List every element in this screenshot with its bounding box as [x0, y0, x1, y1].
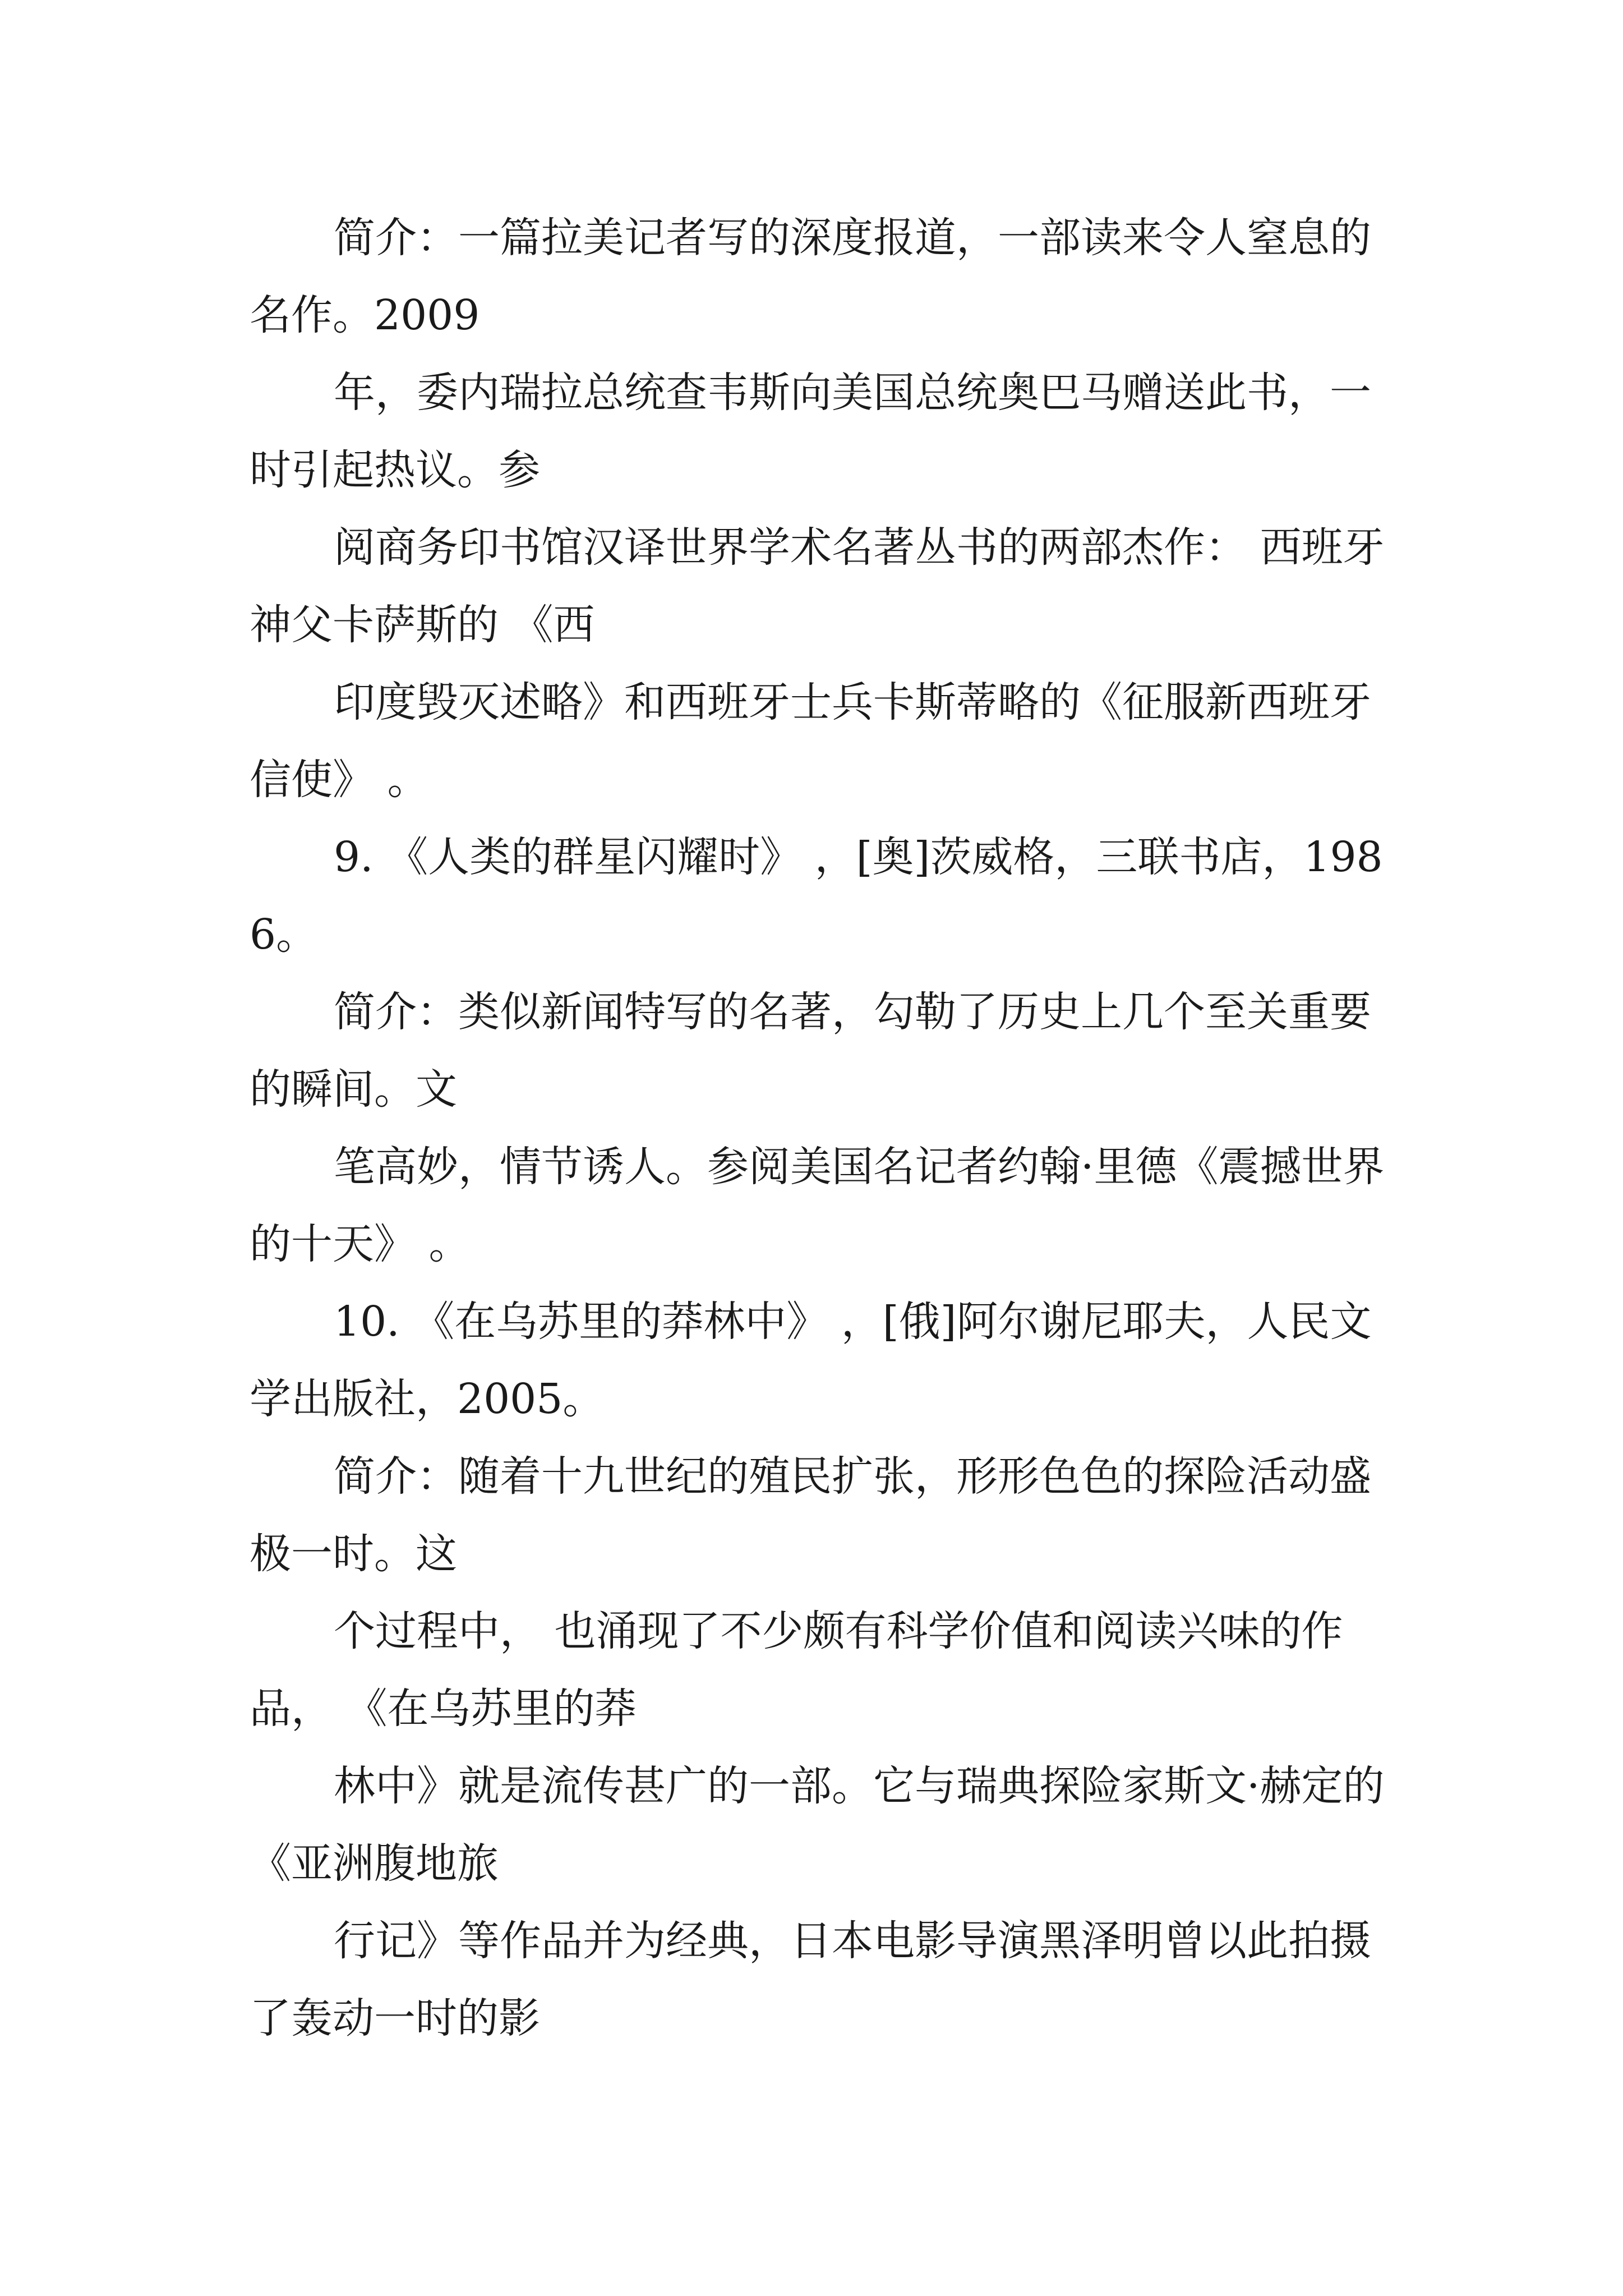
paragraph: 简介：随着十九世纪的殖民扩张，形形色色的探险活动盛极一时。这 — [250, 1452, 1371, 1578]
paragraph: 林中》就是流传甚广的一部。它与瑞典探险家斯文·赫定的《亚洲腹地旅 — [250, 1762, 1385, 1888]
paragraph: 简介：一篇拉美记者写的深度报道，一部读来令人窒息的名作。2009 — [250, 214, 1371, 339]
paragraph: 10. 《在乌苏里的莽林中》 ，[俄]阿尔谢尼耶夫，人民文学出版社，2005。 — [250, 1297, 1372, 1423]
paragraph: 行记》等作品并为经典，日本电影导演黑泽明曾以此拍摄了轰动一时的影 — [250, 1917, 1371, 2042]
body-text — [250, 199, 1388, 2057]
paragraph: 简介：类似新闻特写的名著，勾勒了历史上几个至关重要的瞬间。文 — [250, 988, 1371, 1114]
paragraph: 9. 《人类的群星闪耀时》 ，[奥]茨威格，三联书店，1986。 — [250, 833, 1383, 959]
paragraph: 印度毁灭述略》和西班牙士兵卡斯蒂略的《征服新西班牙信使》 。 — [250, 678, 1371, 804]
paragraph: 笔高妙，情节诱人。参阅美国名记者约翰·里德《震撼世界的十天》 。 — [250, 1143, 1385, 1268]
paragraph: 阅商务印书馆汉译世界学术名著丛书的两部杰作： 西班牙神父卡萨斯的 《西 — [250, 523, 1385, 649]
paragraph: 个过程中， 也涌现了不少颇有科学价值和阅读兴味的作品， 《在乌苏里的莽 — [250, 1607, 1343, 1733]
paragraph: 年，委内瑞拉总统查韦斯向美国总统奥巴马赠送此书，一时引起热议。参 — [250, 369, 1371, 494]
